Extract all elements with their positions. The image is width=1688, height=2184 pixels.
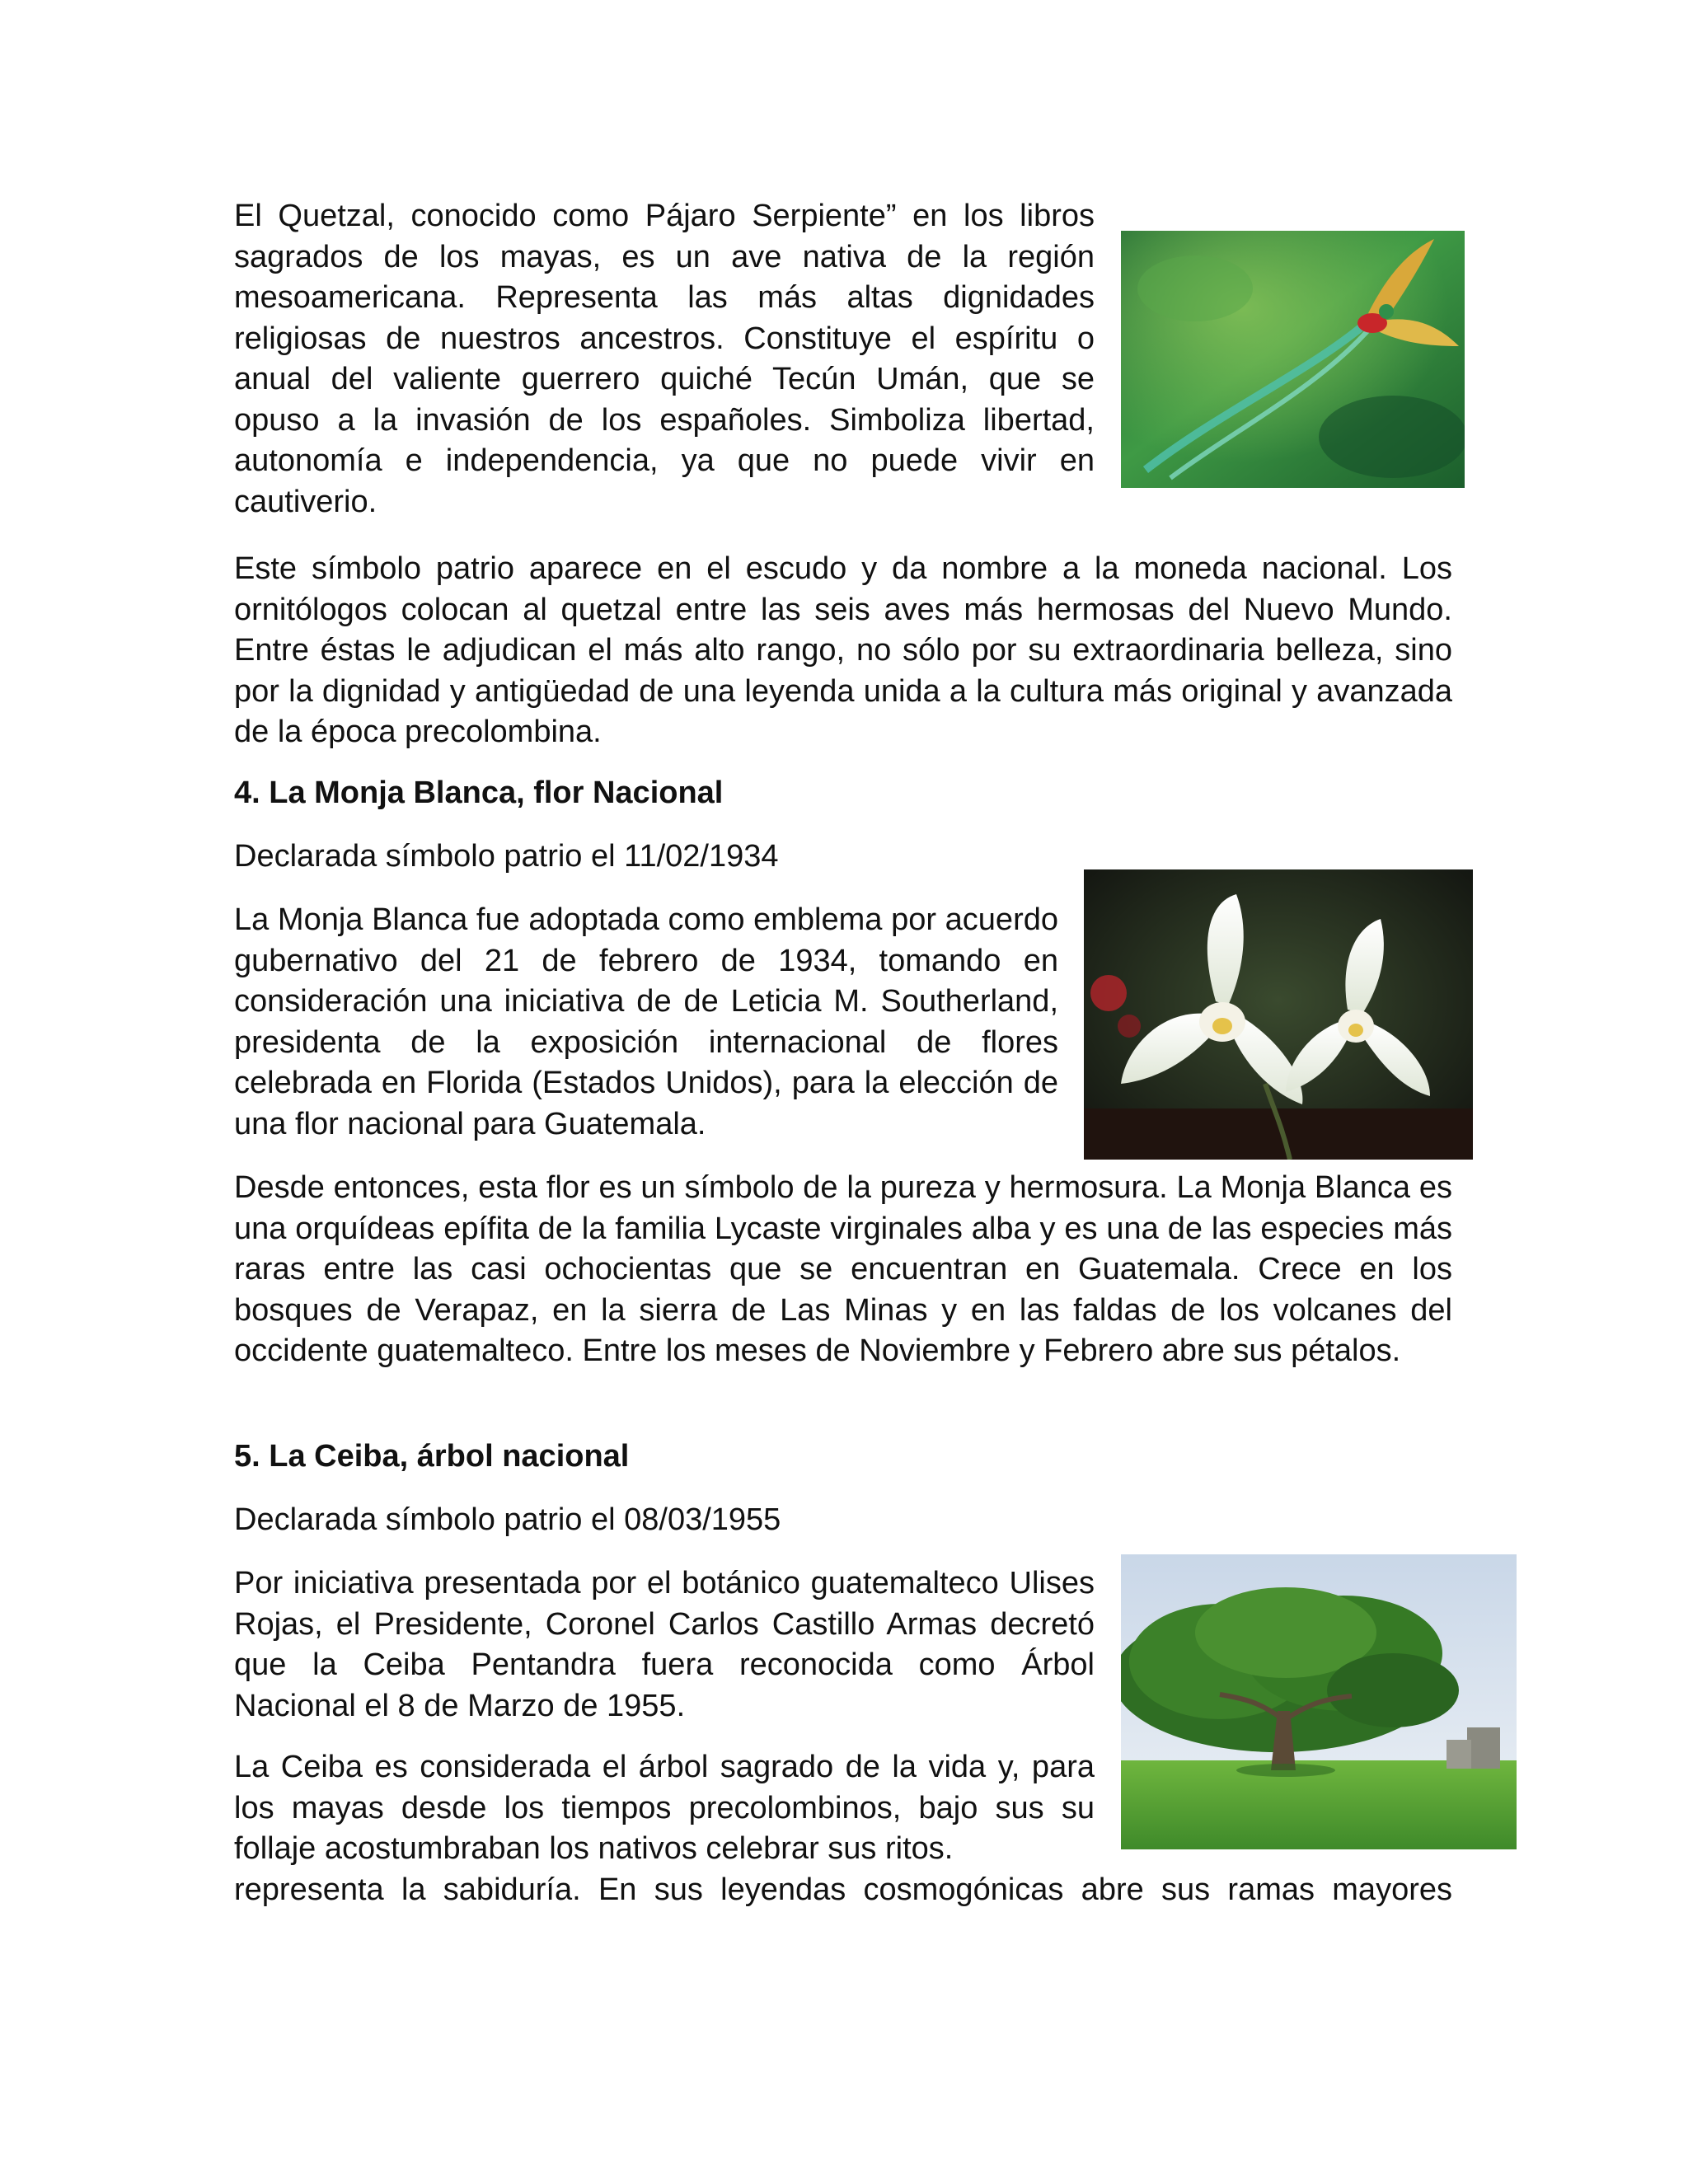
monja-blanca-declared: Declarada símbolo patrio el 11/02/1934: [234, 839, 779, 874]
ceiba-paragraph-2-continuation: representa la sabiduría. En sus leyendas cosmogónicas abre sus ramas mayores: [234, 1872, 1452, 1907]
quetzal-photo: [1121, 231, 1465, 488]
ceiba-paragraph-1: Por iniciativa presentada por el botánico guatemalteco Ulises Rojas, el Presidente, Coronel Carlos Castillo Armas decretó que la Ceiba Pentandra fuera reconocida como Árbol Nacional el 8 de Marzo de 1955.: [234, 1566, 1095, 1723]
monja-blanca-paragraph-2: Desde entonces, esta flor es un símbolo de la pureza y hermosura. La Monja Blanca es una orquídeas epífita de la familia Lycaste virginales alba y es una de las especies más raras entre las casi ochocientas que se encuentran en Guatemala. Crece en los bosques de Verapaz, en la sierra de Las Minas y en las faldas de los volcanes del occidente guatemalteco. Entre los meses de Noviembre y Febrero abre sus pétalos.: [234, 1170, 1452, 1368]
ceiba-paragraph-2: La Ceiba es considerada el árbol sagrado de la vida y, para los mayas desde los tiempos precolombinos, bajo sus su follaje acostumbraban los nativos celebrar sus ritos.: [234, 1750, 1095, 1866]
ceiba-heading: 5. La Ceiba, árbol nacional: [234, 1439, 630, 1474]
monja-blanca-paragraph-1: La Monja Blanca fue adoptada como emblema por acuerdo gubernativo del 21 de febrero de 1934, tomando en consideración una iniciativa de de Leticia M. Southerland, presidenta de la exposición internacional de flores celebrada en Florida (Estados Unidos), para la elección de una flor nacional para Guatemala.: [234, 902, 1058, 1141]
ceiba-declared: Declarada símbolo patrio el 08/03/1955: [234, 1502, 781, 1537]
quetzal-paragraph-1: El Quetzal, conocido como Pájaro Serpiente” en los libros sagrados de los mayas, es un ave nativa de la región mesoamericana. Representa las más altas dignidades religiosas de nuestros ancestros. Constituye el espíritu o anual del valiente guerrero quiché Tecún Umán, que se opuso a la invasión de los españoles. Simboliza libertad, autonomía e independencia, ya que no puede vivir en cautiverio.: [234, 199, 1095, 519]
monja-blanca-heading: 4. La Monja Blanca, flor Nacional: [234, 776, 724, 810]
monja-blanca-photo: [1084, 869, 1473, 1160]
ceiba-tree-photo: [1121, 1554, 1517, 1849]
quetzal-paragraph-2: Este símbolo patrio aparece en el escudo y da nombre a la moneda nacional. Los ornitólogos colocan al quetzal entre las seis aves más hermosas del Nuevo Mundo. Entre éstas le adjudican el más alto rango, no sólo por su extraordinaria belleza, sino por la dignidad y antigüedad de una leyenda unida a la cultura más original y avanzada de la época precolombina.: [234, 551, 1452, 749]
